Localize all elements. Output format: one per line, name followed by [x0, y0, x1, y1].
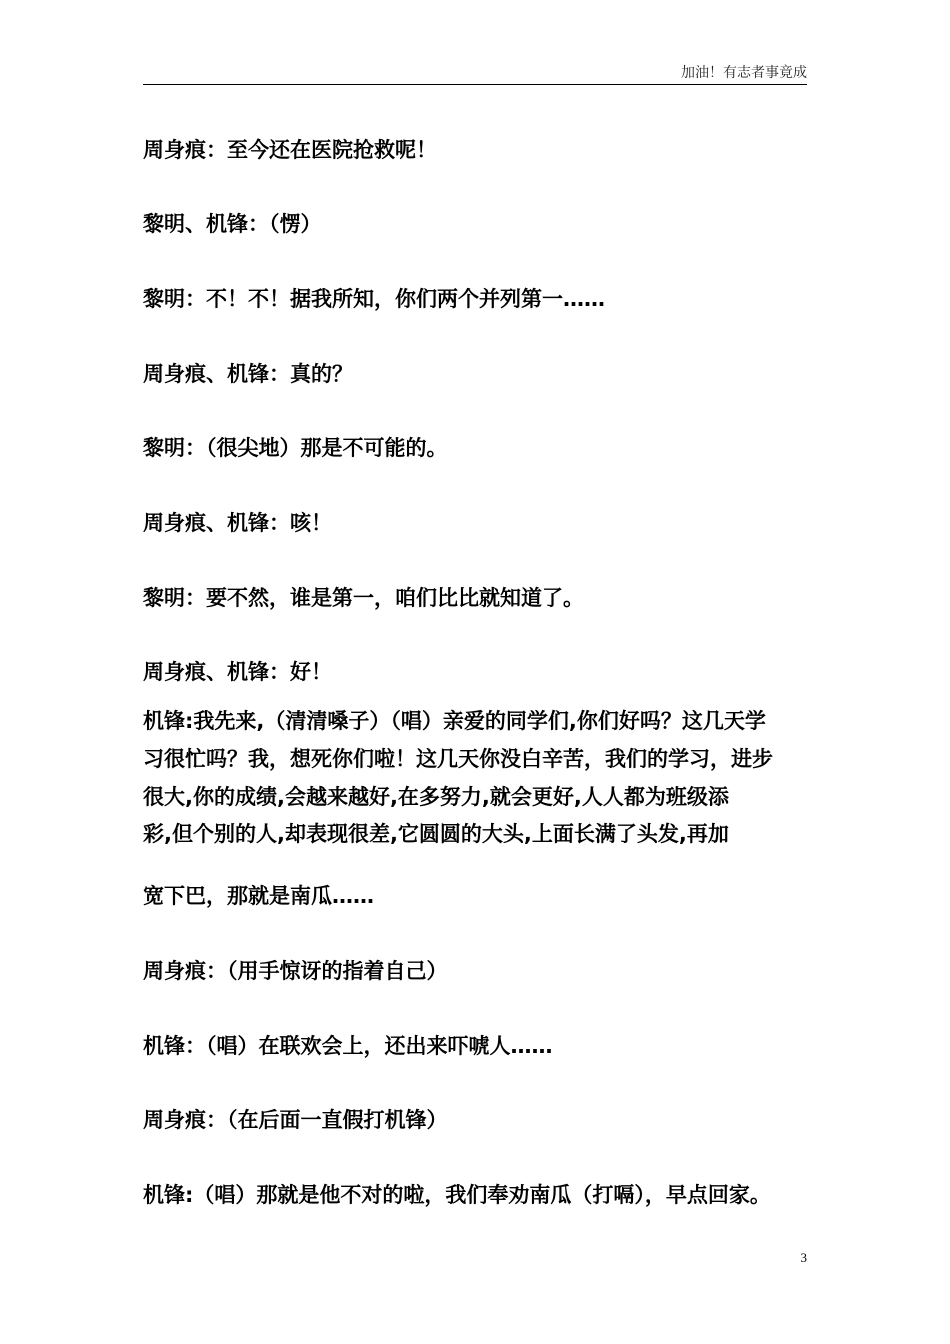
- page-number: 3: [800, 1250, 807, 1265]
- script-line: 周身痕、机锋：好！: [143, 660, 332, 684]
- script-line: 周身痕、机锋：真的？: [143, 362, 353, 386]
- script-line: 习很忙吗？我，想死你们啦！这几天你没白辛苦，我们的学习，进步: [143, 747, 773, 771]
- script-line: 彩,但个别的人,却表现很差,它圆圆的大头,上面长满了头发,再加: [143, 822, 729, 846]
- script-line: 黎明：要不然，谁是第一，咱们比比就知道了。: [143, 586, 584, 610]
- script-line: 机锋:我先来,（清清嗓子）（唱）亲爱的同学们,你们好吗？这几天学: [143, 709, 766, 733]
- script-line: 机锋：（唱）在联欢会上，还出来吓唬人……: [143, 1034, 553, 1058]
- header-motto: 加油！有志者事竟成: [681, 65, 807, 81]
- script-line: 黎明：不！不！据我所知，你们两个并列第一……: [143, 287, 605, 311]
- script-line: 黎明：（很尖地）那是不可能的。: [143, 436, 448, 460]
- script-line: 周身痕：（在后面一直假打机锋）: [143, 1108, 448, 1132]
- header-divider: [143, 84, 807, 85]
- script-line: 周身痕、机锋：咳！: [143, 511, 332, 535]
- script-line: 周身痕：至今还在医院抢救呢！: [143, 138, 437, 162]
- script-line: 宽下巴，那就是南瓜……: [143, 884, 374, 908]
- script-line: 很大,你的成绩,会越来越好,在多努力,就会更好,人人都为班级添: [143, 785, 729, 809]
- script-line: 机锋:（唱）那就是他不对的啦，我们奉劝南瓜（打嗝），早点回家。: [143, 1183, 771, 1207]
- script-line: 黎明、机锋：（愣）: [143, 212, 322, 236]
- script-line: 周身痕：（用手惊讶的指着自己）: [143, 959, 448, 983]
